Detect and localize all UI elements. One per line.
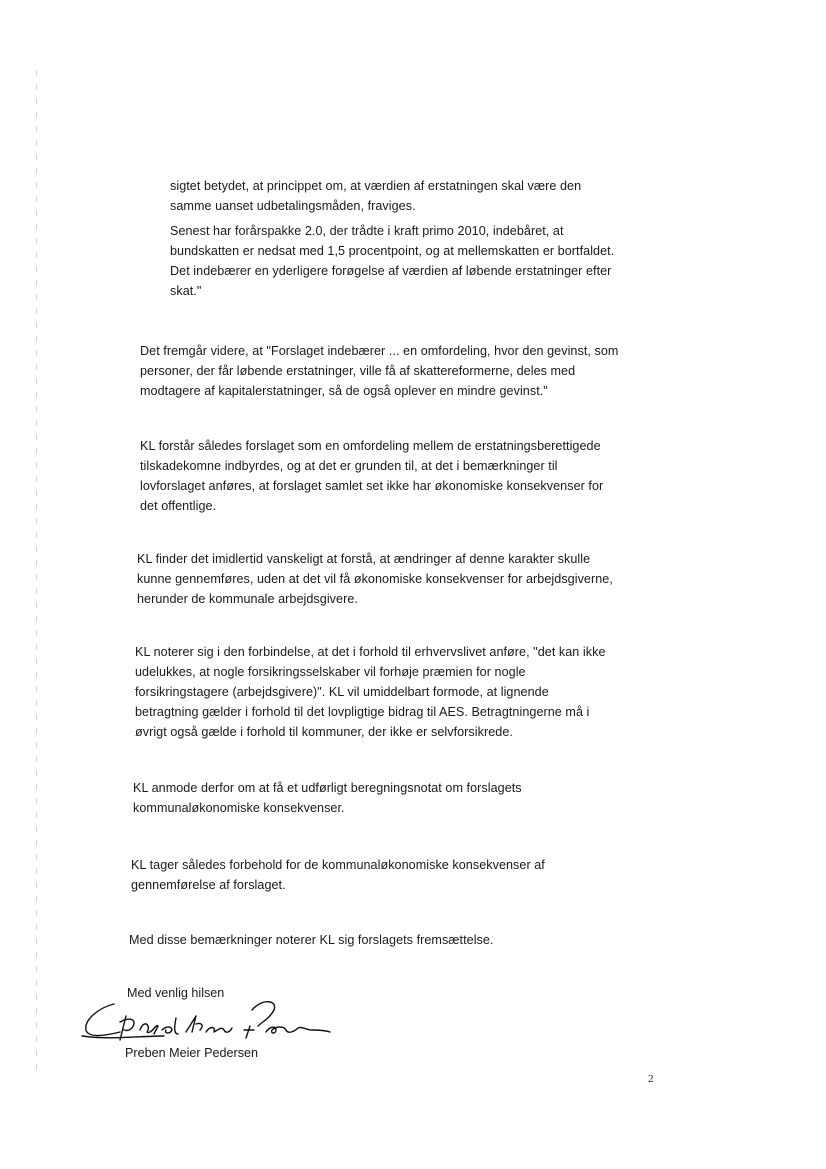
- body-paragraph: KL forstår således forslaget som en omfordeling mellem de erstatningsberettigede tilskadekomne indbyrdes, og at det er grunden til, at det i bemærkninger til lovforslaget anføres, at forslaget samlet set ikke har økonomiske konsekvenser for det offentlige.: [140, 439, 604, 513]
- signer-name: Preben Meier Pedersen: [125, 1046, 259, 1060]
- closing-greeting: Med venlig hilsen: [127, 986, 225, 1000]
- quote-paragraph: Senest har forårspakke 2.0, der trådte i kraft primo 2010, indebåret, at bundskatten er nedsat med 1,5 procentpoint, og at mellemskatten er bortfaldet. Det indebærer en yderligere forøgelse af værdien af løbende erstatninger efter skat.": [170, 224, 615, 298]
- body-paragraph: KL finder det imidlertid vanskeligt at forstå, at ændringer af denne karakter skulle kunne gennemføres, uden at det vil få økonomiske konsekvenser for arbejdsgiverne, herunder de kommunale arbejdsgivere.: [137, 552, 613, 606]
- quote-paragraph: sigtet betydet, at princippet om, at værdien af erstatningen skal være den samme uanset udbetalingsmåden, fraviges.: [170, 179, 582, 213]
- body-paragraph: Det fremgår videre, at "Forslaget indebærer ... en omfordeling, hvor den gevinst, som personer, der får løbende erstatninger, ville få af skattereformerne, deles med modtagere af kapitalerstatninger, så de også oplever en mindre gevinst.": [140, 344, 619, 398]
- scan-edge-mark: [36, 70, 37, 1070]
- page-number: 2: [648, 1073, 654, 1085]
- body-paragraph: KL anmode derfor om at få et udførligt beregningsnotat om forslagets kommunaløkonomiske konsekvenser.: [133, 781, 522, 815]
- body-paragraph: Med disse bemærkninger noterer KL sig forslagets fremsættelse.: [129, 933, 494, 947]
- body-paragraph: KL tager således forbehold for de kommunaløkonomiske konsekvenser af gennemførelse af forslaget.: [131, 858, 545, 892]
- body-paragraph: KL noterer sig i den forbindelse, at det i forhold til erhvervslivet anføre, "det kan ikke udelukkes, at nogle forsikringsselskaber vil forhøje præmien for nogle forsikringstagere (arbejdsgivere)". KL vil umiddelbart formode, at lignende betragtning gælder i forhold til det lovpligtige bidrag til AES. Betragtningerne må i øvrigt også gælde i forhold til kommuner, der ikke er selvforsikrede.: [135, 645, 606, 739]
